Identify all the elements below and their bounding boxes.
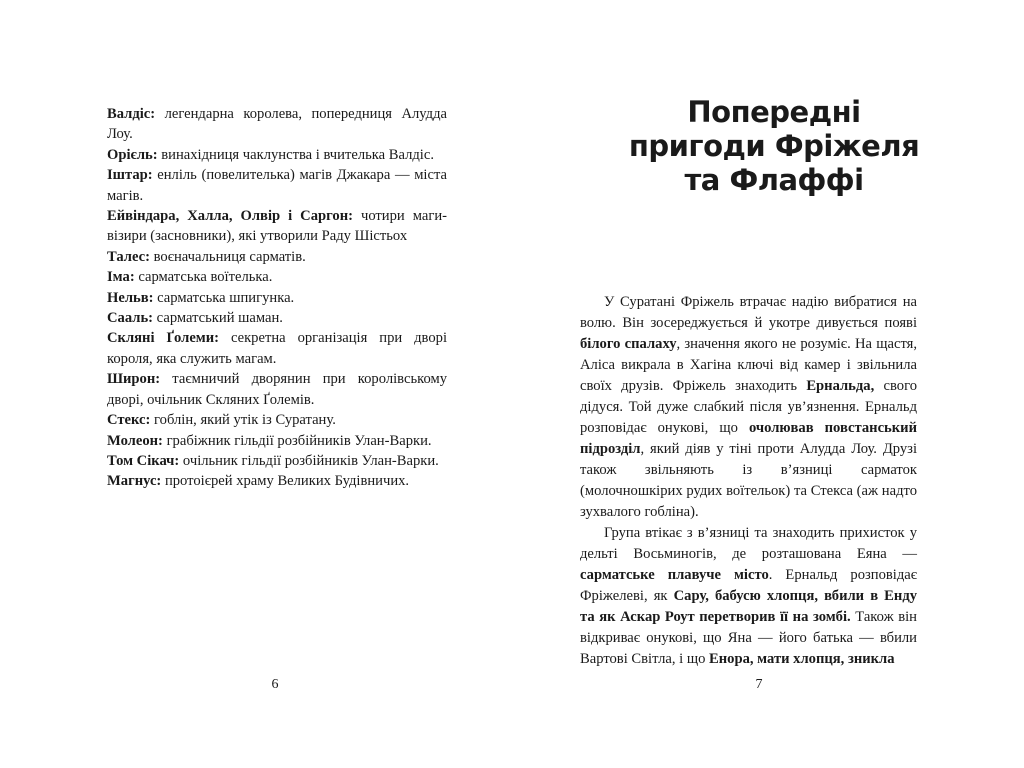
summary-text bbox=[580, 292, 917, 670]
glossary-term: Скляні Ґолеми: bbox=[107, 330, 220, 347]
glossary-entry bbox=[107, 451, 447, 471]
glossary-term: Іма: bbox=[107, 269, 135, 286]
glossary-term: Том Сікач: bbox=[107, 452, 180, 469]
glossary-term: Ейвіндара, Халла, Олвір і Саргон: bbox=[107, 208, 353, 225]
bold-text: Сару, бабусю хлопця, вбили в Енду та як Аскар Роут перетворив її на зомбі. bbox=[580, 588, 917, 625]
glossary-term: Стекс: bbox=[107, 412, 151, 429]
heading-line: Попередні bbox=[687, 95, 861, 129]
glossary-term: Валдіс: bbox=[107, 106, 156, 122]
glossary-description: енліль (повелителька) магів Джакара — міста магів. bbox=[107, 167, 447, 204]
glossary-description: секретна організація при дворі короля, яка служить магам. bbox=[107, 330, 447, 367]
glossary-entry bbox=[107, 410, 447, 430]
bold-text: Ернальда, bbox=[806, 378, 875, 394]
text-run: Група втікає з в’язниці та знаходить прихисток у дельті Восьминогів, де розташована Еяна — bbox=[580, 525, 917, 562]
chapter-heading bbox=[604, 95, 944, 197]
glossary-description: протоієрей храму Великих Будівничих. bbox=[161, 473, 410, 490]
text-run: Також він відкриває онукові, що Яна — його батька — вбили Вартові Світла, і що bbox=[580, 609, 917, 667]
glossary-entry bbox=[107, 369, 447, 410]
glossary-description: винахідниця чаклунства і вчителька Валдіс. bbox=[157, 146, 434, 163]
text-run: . Ернальд розповідає Фріжелеві, як bbox=[580, 567, 918, 604]
glossary-entry bbox=[107, 267, 447, 287]
bold-text: сарматське плавуче місто bbox=[580, 567, 769, 583]
text-run: свого дідуся. Той дуже слабкий після ув’язнення. Ернальд розповідає онукові, що bbox=[580, 378, 917, 436]
glossary-entry bbox=[107, 471, 447, 491]
glossary-entry bbox=[107, 206, 447, 247]
body-paragraph bbox=[580, 292, 917, 523]
glossary-term: Сааль: bbox=[107, 310, 154, 327]
glossary-entry bbox=[107, 165, 447, 206]
glossary-entry bbox=[107, 431, 447, 451]
glossary-entry bbox=[107, 288, 447, 308]
page-number-left: 6 bbox=[271, 677, 279, 692]
bold-text: очолював повстанський підрозділ bbox=[580, 420, 917, 457]
glossary-description: чотири маги-візири (засновники), які утворили Раду Шістьох bbox=[107, 208, 447, 245]
heading-line: пригоди Фріжеля bbox=[628, 129, 920, 163]
glossary-description: таємничий дворянин при королівському дворі, очільник Скляних Ґолемів. bbox=[107, 371, 447, 408]
glossary-entry bbox=[107, 247, 447, 267]
glossary-entry bbox=[107, 145, 447, 165]
page-number-right: 7 bbox=[755, 677, 763, 692]
character-glossary bbox=[107, 104, 447, 492]
bold-text: білого спалаху bbox=[580, 336, 677, 352]
glossary-term: Талес: bbox=[107, 248, 150, 265]
text-run: , який діяв у тіні проти Алудда Лоу. Друзі також звільняють із в’язниці сарматок (молочношкірих рудих воїтельок) та Стекса (аж надто зухвалого гобліна). bbox=[580, 441, 917, 520]
glossary-description: гоблін, який утік із Суратану. bbox=[150, 412, 336, 429]
glossary-description: сарматська воїтелька. bbox=[134, 269, 273, 286]
glossary-term: Іштар: bbox=[107, 167, 153, 184]
glossary-term: Широн: bbox=[107, 371, 161, 388]
glossary-term: Орієль: bbox=[107, 146, 158, 163]
glossary-entry bbox=[107, 328, 447, 369]
glossary-description: грабіжник гільдії розбійників Улан-Варки. bbox=[162, 432, 432, 449]
right-page bbox=[512, 0, 1024, 768]
text-run: У Суратані Фріжель втрачає надію вибратися на волю. Він зосереджується й укотре дивується появі bbox=[580, 294, 917, 331]
glossary-term: Магнус: bbox=[107, 473, 162, 490]
glossary-entry bbox=[107, 308, 447, 328]
glossary-description: сарматська шпигунка. bbox=[153, 289, 295, 306]
glossary-description: легендарна королева, попередниця Алудда Лоу. bbox=[107, 106, 447, 143]
heading-line: та Флаффі bbox=[684, 163, 864, 197]
bold-text: Енора, мати хлопця, зникла bbox=[709, 651, 895, 667]
glossary-term: Молеон: bbox=[107, 432, 163, 449]
glossary-description: воєначальниця сарматів. bbox=[149, 248, 306, 265]
glossary-description: сарматський шаман. bbox=[153, 310, 283, 327]
body-paragraph bbox=[580, 523, 917, 670]
text-run: , значення якого не розуміє. На щастя, Аліса викрала в Хагіна ключі від камер і звільнила своїх друзів. Фріжель знаходить bbox=[580, 336, 917, 394]
glossary-description: очільник гільдії розбійників Улан-Варки. bbox=[179, 452, 439, 469]
glossary-term: Нельв: bbox=[107, 289, 154, 306]
glossary-entry bbox=[107, 104, 447, 145]
